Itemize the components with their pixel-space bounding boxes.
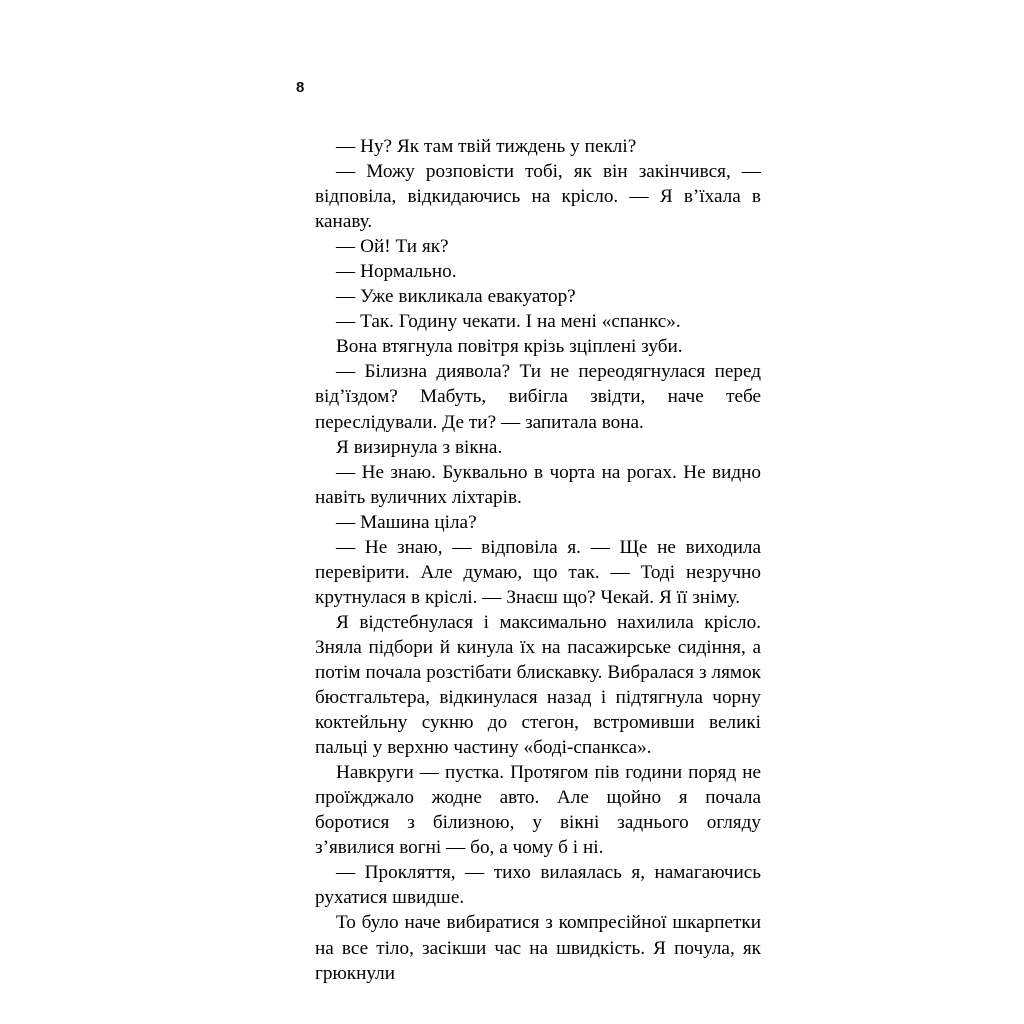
paragraph: Я визирнула з вікна. [336,436,503,458]
paragraph: — Нормально. [336,261,457,283]
paragraph: — Не знаю. Буквально в чорта на рогах. Не видно навіть вуличних ліхтарів. [315,461,761,508]
paragraph: — Не знаю, — відповіла я. — Ще не виходила перевірити. Але думаю, що так. — Тоді незручно крутнулася в кріслі. — Знаєш що? Чекай. Я її зніму. [315,536,761,608]
paragraph: — Машина ціла? [336,511,477,533]
paragraph: — Так. Годину чекати. І на мені «спанкс». [336,311,681,333]
paragraph: — Ну? Як там твій тиждень у пеклі? [336,136,637,157]
paragraph: Я відстебнулася і максимально нахилила крісло. Зняла підбори й кинула їх на пасажирське сидіння, а потім почала розстібати блискавку. Вибралася з лямок бюстгальтера, відкинулася назад і підтягнула чорну коктейльну сукню до стегон, встромивши великі пальці у верхню частину «боді-спанкса». [315,611,761,759]
page-number: 8 [296,79,305,96]
paragraph: То було наче вибиратися з компресійної шкарпетки на все тіло, засікши час на швидкість. Я почула, як грюкнули [315,912,761,984]
paragraph: Навкруги — пустка. Протягом пів години поряд не проїжджало жодне авто. Але щойно я почала боротися з білизною, у вікні заднього огляду з’явилися вогні — бо, а чому б і ні. [315,762,761,859]
paragraph: — Уже викликала евакуатор? [336,286,576,308]
paragraph: — Білизна диявола? Ти не переодягнулася перед від’їздом? Мабуть, вибігла звідти, наче тебе переслідували. Де ти? — запитала вона. [315,361,761,433]
body-text-block [315,134,761,986]
paragraph: — Прокляття, — тихо вилаялась я, намагаючись рухатися швидше. [315,862,761,909]
paragraph: — Ой! Ти як? [336,236,449,258]
paragraph: — Можу розповісти тобі, як він закінчився, — відповіла, відкидаючись на крісло. — Я в’їхала в канаву. [315,161,761,233]
paragraph: Вона втягнула повітря крізь зціплені зуби. [336,336,683,358]
